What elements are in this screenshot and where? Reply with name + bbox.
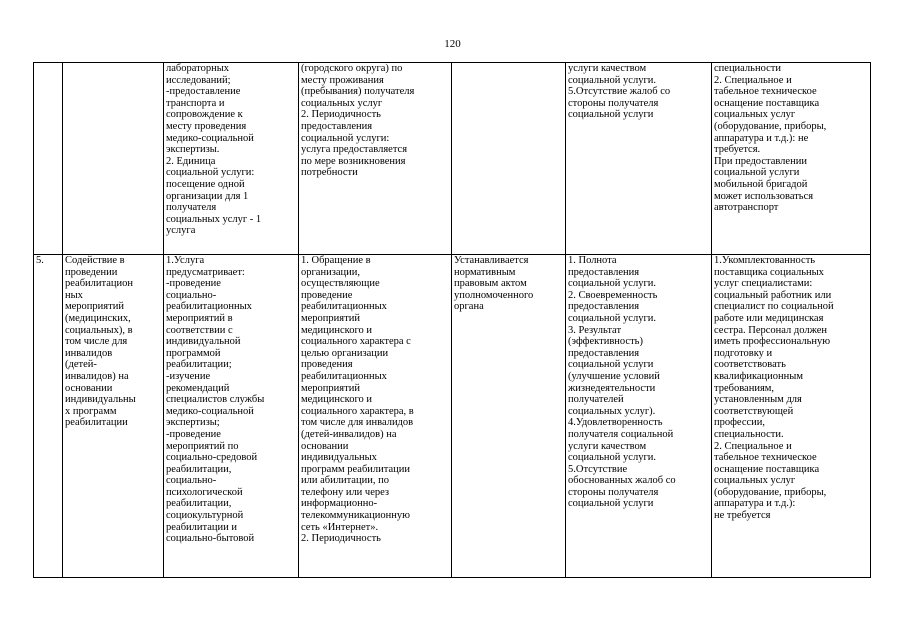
cell-text-line: услуги качеством <box>568 440 647 452</box>
cell-text-line: реабилитации <box>65 417 128 429</box>
cell-text-line: мероприятий <box>65 301 124 313</box>
cell-text-line: социальной услуги: <box>301 132 390 144</box>
cell-text-line: предоставления <box>568 266 640 278</box>
cell-text-line: осуществляющие <box>301 278 380 290</box>
cell-text-line: 2. Единица <box>166 155 216 167</box>
cell-text-line: реабилитации, <box>166 498 232 510</box>
services-table <box>33 62 871 578</box>
cell-service-terms <box>299 255 452 578</box>
cell-text-line: основании <box>65 382 113 394</box>
cell-text-line: реабилитационных <box>166 301 252 313</box>
cell-number <box>34 63 63 255</box>
cell-text-line: организации для 1 <box>166 190 249 202</box>
cell-text-line: мероприятий в <box>166 312 233 324</box>
cell-text-line: 2. Периодичность <box>301 109 381 121</box>
cell-text-line: социальный работник или <box>714 289 832 301</box>
table-row <box>34 63 871 255</box>
cell-text-line: месту проведения <box>166 120 247 132</box>
cell-text-line: требуется. <box>714 144 761 156</box>
cell-text-line: предоставления <box>568 347 640 359</box>
cell-text-line: 1. Обращение в <box>301 255 371 266</box>
cell-text-line: При предоставлении <box>714 155 807 167</box>
cell-text-line: (детей- <box>65 359 97 371</box>
cell-service-name <box>63 255 164 578</box>
cell-text-line: услуги качеством <box>568 63 647 74</box>
cell-text-line: телекоммуникационную <box>301 510 410 522</box>
cell-text-line: уполномоченного <box>454 289 534 301</box>
cell-text-line: (медицинских, <box>65 312 131 324</box>
cell-text-line: 2. Периодичность <box>301 533 381 545</box>
cell-text-line: Содействие в <box>65 255 125 266</box>
cell-text-line: предоставления <box>568 301 640 313</box>
cell-text-line: социальной услуги. <box>568 74 656 86</box>
cell-text-line: по мере возникновения <box>301 155 406 167</box>
cell-text-line: проведении <box>65 266 118 278</box>
cell-text-line: 1. Полнота <box>568 255 617 266</box>
cell-text-line: сеть «Интернет». <box>301 521 379 533</box>
cell-text-line: (эффективность) <box>568 336 643 348</box>
cell-text-line: получателя социальной <box>568 428 674 440</box>
cell-text-line: психологической <box>166 486 243 498</box>
cell-quality-indicators <box>566 63 712 255</box>
cell-text-line: социокультурной <box>166 510 244 522</box>
cell-service-conditions <box>712 255 871 578</box>
cell-text-line: телефону или через <box>301 486 390 498</box>
cell-text-line: оснащение поставщика <box>714 463 820 475</box>
cell-text-line: 1.Укомплектованность <box>714 255 816 266</box>
cell-text-line: (оборудование, приборы, <box>714 120 827 132</box>
cell-text-line: 1.Услуга <box>166 255 205 266</box>
cell-service-conditions <box>712 63 871 255</box>
cell-text-line: Устанавливается <box>454 255 529 266</box>
cell-text-line: социальных услуг - 1 <box>166 213 262 225</box>
cell-text-line: 3. Результат <box>568 324 622 336</box>
cell-text-line: 5.Отсутствие <box>568 463 628 475</box>
cell-text-line: проведение <box>301 289 353 301</box>
cell-text-line: потребности <box>301 167 358 179</box>
cell-service-name <box>63 63 164 255</box>
cell-text-line: реабилитацион <box>65 278 134 290</box>
cell-text-line: социальных услуг <box>301 97 383 109</box>
cell-text-line: целью организации <box>301 347 389 359</box>
cell-text-line: сестра. Персонал должен <box>714 324 827 336</box>
cell-text-line: социального характера, в <box>301 405 414 417</box>
cell-text-line: специальности <box>714 63 781 74</box>
cell-text-line: (городского округа) по <box>301 63 403 74</box>
cell-text-line: организации, <box>301 266 360 278</box>
cell-text-line: социальных услуг). <box>568 405 656 417</box>
cell-quality-indicators <box>566 255 712 578</box>
cell-text-line: (улучшение условий <box>568 370 660 382</box>
cell-text-line: подготовку и <box>714 347 773 359</box>
cell-text-line: табельное техническое <box>714 452 817 464</box>
cell-text-line: инвалидов) на <box>65 370 129 382</box>
cell-text-line: соответствовать <box>714 359 786 371</box>
cell-text-line: социально-бытовой <box>166 533 255 545</box>
cell-text-line: 2. Специальное и <box>714 440 792 452</box>
cell-text-line: предоставления <box>301 120 373 132</box>
cell-text-line: мероприятий по <box>166 440 239 452</box>
cell-text-line: специальности. <box>714 428 784 440</box>
cell-text-line: нормативным <box>454 266 516 278</box>
cell-text-line: правовым актом <box>454 278 527 290</box>
cell-text-line: социальной услуги. <box>568 312 656 324</box>
cell-text-line: социальной услуги: <box>166 167 255 179</box>
cell-text-line: социально- <box>166 475 217 487</box>
cell-text-line: поставщика социальных <box>714 266 824 278</box>
cell-text-line: социальных), в <box>65 324 133 336</box>
cell-service-cost <box>452 63 566 255</box>
cell-text-line: 4.Удовлетворенность <box>568 417 663 429</box>
cell-text-line: ных <box>65 289 83 301</box>
cell-text-line: -проведение <box>166 278 221 290</box>
cell-text-line: стороны получателя <box>568 97 659 109</box>
cell-text-line: месту проживания <box>301 74 384 86</box>
cell-text-line: 5.Отсутствие жалоб со <box>568 86 671 98</box>
cell-text-line: автотранспорт <box>714 202 779 214</box>
cell-text-line: социальной услуги <box>714 167 800 179</box>
cell-text-line: исследований; <box>166 74 231 86</box>
cell-text-line: социальной услуги <box>568 359 654 371</box>
cell-text-line: реабилитации, <box>166 463 232 475</box>
cell-text-line: реабилитационных <box>301 301 387 313</box>
cell-text-line: (детей-инвалидов) на <box>301 428 397 440</box>
cell-number <box>34 255 63 578</box>
cell-text-line: -предоставление <box>166 86 241 98</box>
cell-service-terms <box>299 63 452 255</box>
cell-text-line: предусматривает: <box>166 266 245 278</box>
cell-text-line: получателей <box>568 394 624 406</box>
cell-text-line: реабилитации; <box>166 359 232 371</box>
cell-text-line: социальной услуги <box>568 109 654 121</box>
cell-text-line: лабораторных <box>166 63 230 74</box>
cell-text-line: транспорта и <box>166 97 225 109</box>
cell-text-line: услуг специалистами: <box>714 278 813 290</box>
cell-text-line: получателя <box>166 202 217 214</box>
cell-text-line: социальной услуги. <box>568 452 656 464</box>
cell-text-line: социальных услуг <box>714 475 796 487</box>
cell-text-line: иметь профессиональную <box>714 336 831 348</box>
cell-text-line: оснащение поставщика <box>714 97 820 109</box>
cell-text-line: медицинского и <box>301 394 373 406</box>
cell-text-line: работе или медицинская <box>714 312 824 324</box>
cell-text-line: проведения <box>301 359 353 371</box>
cell-text-line: реабилитационных <box>301 370 387 382</box>
cell-text-line: посещение одной <box>166 178 245 190</box>
cell-text-line: информационно- <box>301 498 378 510</box>
cell-text-line: х программ <box>65 405 117 417</box>
cell-text-line: социально- <box>166 289 217 301</box>
cell-text-line: мобильной бригадой <box>714 178 808 190</box>
cell-text-line: аппаратура и т.д.): <box>714 498 796 510</box>
cell-text-line: -изучение <box>166 370 211 382</box>
page-number: 120 <box>444 38 461 50</box>
cell-text-line: не требуется <box>714 510 771 522</box>
cell-text-line: требованиям, <box>714 382 775 394</box>
cell-text-line: или абилитации, по <box>301 475 389 487</box>
cell-text-line: соответствующей <box>714 405 794 417</box>
cell-service-content <box>164 255 299 578</box>
cell-text-line: том числе для инвалидов <box>301 417 414 429</box>
cell-text-line: (пребывания) получателя <box>301 86 415 98</box>
cell-text-line: инвалидов <box>65 347 113 359</box>
cell-text-line: том числе для <box>65 336 128 348</box>
cell-text-line: 2. Своевременность <box>568 289 658 301</box>
cell-text-line: мероприятий <box>301 382 360 394</box>
cell-text-line: аппаратура и т.д.): не <box>714 132 809 144</box>
cell-text-line: услуга <box>166 225 196 237</box>
cell-service-cost <box>452 255 566 578</box>
cell-text-line: квалификационным <box>714 370 803 382</box>
cell-text-line: мероприятий <box>301 312 360 324</box>
cell-text-line: экспертизы; <box>166 417 220 429</box>
cell-text-line: основании <box>301 440 349 452</box>
cell-text-line: социальной услуги <box>568 498 654 510</box>
cell-text-line: медико-социальной <box>166 132 254 144</box>
cell-text-line: стороны получателя <box>568 486 659 498</box>
cell-text-line: программой <box>166 347 221 359</box>
cell-text-line: индивидуальны <box>65 394 136 406</box>
cell-text-line: органа <box>454 301 484 313</box>
cell-text-line: социально-средовой <box>166 452 258 464</box>
cell-text-line: социальных услуг <box>714 109 796 121</box>
cell-text-line: соответствии с <box>166 324 233 336</box>
cell-text-line: медико-социальной <box>166 405 254 417</box>
cell-text-line: сопровождение к <box>166 109 243 121</box>
cell-text-line: социального характера с <box>301 336 411 348</box>
cell-text-line: экспертизы. <box>166 144 220 156</box>
table-row <box>34 255 871 578</box>
cell-text-line: медицинского и <box>301 324 373 336</box>
cell-text-line: установленным для <box>714 394 802 406</box>
cell-text-line: табельное техническое <box>714 86 817 98</box>
cell-text-line: реабилитации и <box>166 521 237 533</box>
cell-text-line: -проведение <box>166 428 221 440</box>
cell-text-line: 2. Специальное и <box>714 74 792 86</box>
cell-text-line: специалистов службы <box>166 394 265 406</box>
cell-text-line: индивидуальной <box>166 336 241 348</box>
cell-text-line: жизнедеятельности <box>568 382 656 394</box>
cell-text-line: специалист по социальной <box>714 301 834 313</box>
cell-text-line: рекомендаций <box>166 382 230 394</box>
cell-text-line: профессии, <box>714 417 766 429</box>
cell-text-line: (оборудование, приборы, <box>714 486 827 498</box>
cell-service-content <box>164 63 299 255</box>
cell-text-line: услуга предоставляется <box>301 144 408 156</box>
cell-text-line: индивидуальных <box>301 452 377 464</box>
cell-text-line: обоснованных жалоб со <box>568 475 676 487</box>
cell-text-line: программ реабилитации <box>301 463 411 475</box>
cell-text-line: может использоваться <box>714 190 814 202</box>
cell-text-line: социальной услуги. <box>568 278 656 290</box>
cell-text-line: 5. <box>36 255 44 266</box>
